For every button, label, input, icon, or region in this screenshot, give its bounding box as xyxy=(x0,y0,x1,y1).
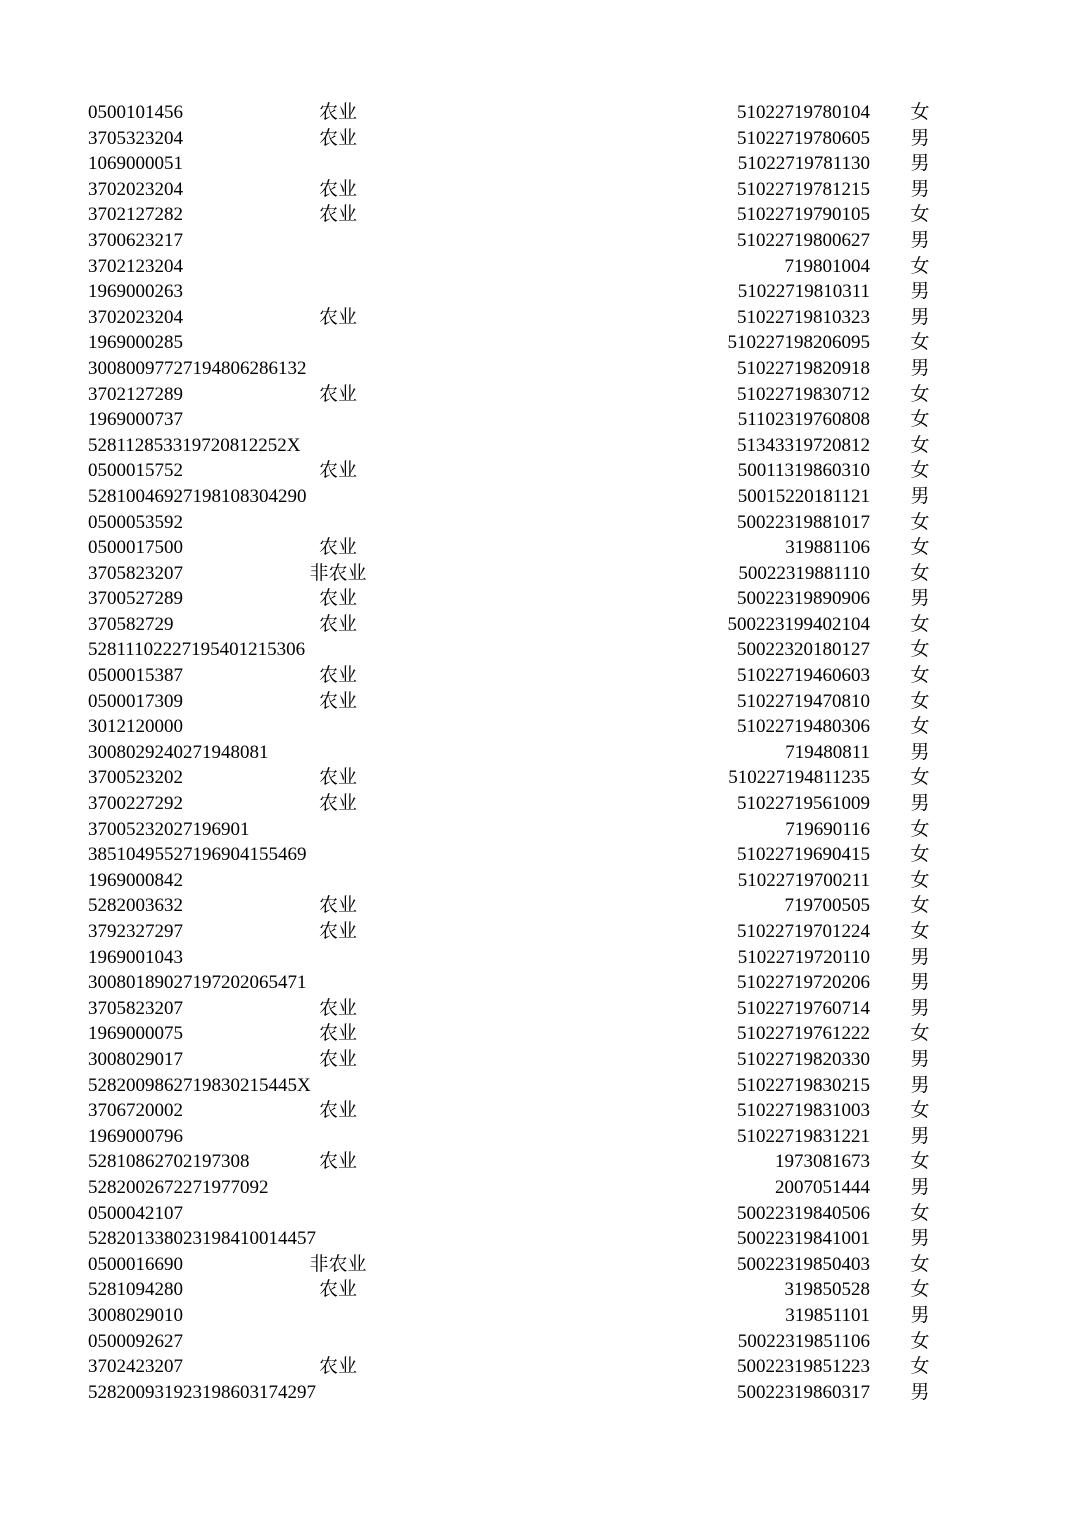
id2-cell[interactable]: 51022719790105 xyxy=(737,204,870,226)
id-cell[interactable]: 5281094280 xyxy=(88,1279,183,1301)
type-cell[interactable]: 农业 xyxy=(318,1151,357,1173)
gender-cell[interactable]: 女 xyxy=(910,1202,930,1224)
type-cell[interactable]: 农业 xyxy=(318,690,357,712)
table-row xyxy=(0,177,1075,203)
table-row xyxy=(0,893,1075,919)
type-cell[interactable]: 农业 xyxy=(318,178,357,200)
table-row xyxy=(0,100,1075,126)
gender-cell[interactable]: 男 xyxy=(910,1074,930,1096)
gender-cell[interactable]: 女 xyxy=(910,332,930,354)
table-row xyxy=(0,279,1075,305)
id-cell[interactable]: 0500042107 xyxy=(88,1202,183,1224)
table-row xyxy=(0,1226,1075,1252)
table-row xyxy=(0,996,1075,1022)
gender-cell[interactable]: 女 xyxy=(910,409,930,431)
id-cell[interactable]: 3705823207 xyxy=(88,997,183,1019)
id2-cell[interactable]: 51022719830215 xyxy=(737,1074,870,1096)
gender-cell[interactable]: 男 xyxy=(910,741,930,763)
gender-cell[interactable]: 男 xyxy=(910,281,930,303)
id-cell[interactable]: 3706720002 xyxy=(88,1100,183,1122)
gender-cell[interactable]: 男 xyxy=(910,997,930,1019)
table-row xyxy=(0,356,1075,382)
id-cell[interactable]: 3702023204 xyxy=(88,178,183,200)
gender-cell[interactable]: 女 xyxy=(910,665,930,687)
id2-cell[interactable]: 51022719820918 xyxy=(737,357,870,379)
gender-cell[interactable]: 女 xyxy=(910,639,930,661)
table-row xyxy=(0,330,1075,356)
id2-cell[interactable]: 319851101 xyxy=(785,1304,870,1326)
gender-cell[interactable]: 女 xyxy=(910,204,930,226)
id-cell[interactable]: 38510495527196904155469 xyxy=(88,844,307,866)
table-row xyxy=(0,1098,1075,1124)
id2-cell[interactable]: 51022719810323 xyxy=(737,306,870,328)
gender-cell[interactable]: 男 xyxy=(910,972,930,994)
id2-cell[interactable]: 51022719820330 xyxy=(737,1048,870,1070)
table-row xyxy=(0,561,1075,587)
id-cell[interactable]: 1069000051 xyxy=(88,153,183,175)
table-row xyxy=(0,945,1075,971)
id2-cell[interactable]: 51022719460603 xyxy=(737,665,870,687)
type-cell[interactable]: 农业 xyxy=(318,460,357,482)
table-row xyxy=(0,868,1075,894)
table-row xyxy=(0,1201,1075,1227)
table-row xyxy=(0,382,1075,408)
table-row xyxy=(0,817,1075,843)
table-row xyxy=(0,126,1075,152)
id2-cell[interactable]: 51102319760808 xyxy=(737,409,870,431)
id2-cell[interactable]: 51022719830712 xyxy=(737,383,870,405)
id-cell[interactable]: 3702127289 xyxy=(88,383,183,405)
table-row xyxy=(0,305,1075,331)
id-cell[interactable]: 5282003632 xyxy=(88,895,183,917)
id-cell[interactable]: 3705823207 xyxy=(88,562,183,584)
id2-cell[interactable]: 50022319860317 xyxy=(737,1381,870,1403)
id-cell[interactable]: 0500017309 xyxy=(88,690,183,712)
gender-cell[interactable]: 男 xyxy=(910,1228,930,1250)
type-cell[interactable]: 农业 xyxy=(318,613,357,635)
table-row xyxy=(0,612,1075,638)
id-cell[interactable]: 1969000737 xyxy=(88,409,183,431)
id2-cell[interactable]: 51022719480306 xyxy=(737,716,870,738)
gender-cell[interactable]: 男 xyxy=(910,178,930,200)
id2-cell[interactable]: 50022319841001 xyxy=(737,1228,870,1250)
gender-cell[interactable]: 女 xyxy=(910,383,930,405)
id-cell[interactable]: 1969000842 xyxy=(88,869,183,891)
id-cell[interactable]: 1969000285 xyxy=(88,332,183,354)
id-cell[interactable]: 30080189027197202065471 xyxy=(88,972,307,994)
type-cell[interactable]: 农业 xyxy=(318,665,357,687)
id-cell[interactable]: 3792327297 xyxy=(88,921,183,942)
gender-cell[interactable]: 女 xyxy=(910,1330,930,1352)
table-row xyxy=(0,740,1075,766)
table-row xyxy=(0,1303,1075,1329)
id2-cell[interactable]: 50022319850403 xyxy=(737,1253,870,1275)
table-row xyxy=(0,689,1075,715)
table-row xyxy=(0,1073,1075,1099)
id2-cell[interactable]: 50011319860310 xyxy=(737,460,870,482)
id-cell[interactable]: 3700623217 xyxy=(88,229,183,251)
gender-cell[interactable]: 女 xyxy=(910,716,930,738)
id-cell[interactable]: 3702023204 xyxy=(88,306,183,328)
id2-cell[interactable]: 51022719800627 xyxy=(737,229,870,251)
gender-cell[interactable]: 男 xyxy=(910,127,930,149)
type-cell[interactable]: 农业 xyxy=(318,102,357,123)
gender-cell[interactable]: 男 xyxy=(910,1381,930,1403)
gender-cell[interactable]: 女 xyxy=(910,818,930,840)
type-cell[interactable]: 农业 xyxy=(318,1100,357,1122)
gender-cell[interactable]: 女 xyxy=(910,255,930,277)
id-cell[interactable]: 3700527289 xyxy=(88,588,183,610)
table-row xyxy=(0,433,1075,459)
id2-cell[interactable]: 319881106 xyxy=(785,537,870,559)
id-cell[interactable]: 370582729 xyxy=(88,613,174,635)
id-cell[interactable]: 3702423207 xyxy=(88,1356,183,1378)
table-row xyxy=(0,228,1075,254)
id2-cell[interactable]: 51022719780605 xyxy=(737,127,870,149)
table-row xyxy=(0,791,1075,817)
id-cell[interactable]: 0500101456 xyxy=(88,102,183,123)
gender-cell[interactable]: 女 xyxy=(910,895,930,917)
id2-cell[interactable]: 51022719760714 xyxy=(737,997,870,1019)
id-cell[interactable]: 3702127282 xyxy=(88,204,183,226)
id2-cell[interactable]: 51343319720812 xyxy=(737,434,870,456)
type-cell[interactable]: 非农业 xyxy=(309,562,367,584)
table-row xyxy=(0,586,1075,612)
id-cell[interactable]: 52810862702197308 xyxy=(88,1151,250,1173)
id2-cell[interactable]: 51022719720206 xyxy=(737,972,870,994)
id2-cell[interactable]: 719700505 xyxy=(784,895,870,917)
table-row xyxy=(0,484,1075,510)
type-cell[interactable]: 农业 xyxy=(318,1023,357,1045)
id-cell[interactable]: 0500053592 xyxy=(88,511,183,533)
type-cell[interactable]: 农业 xyxy=(318,1048,357,1070)
table-row xyxy=(0,714,1075,740)
id-cell[interactable]: 1969000796 xyxy=(88,1125,183,1147)
table-row xyxy=(0,919,1075,945)
table-row xyxy=(0,1354,1075,1380)
gender-cell[interactable]: 女 xyxy=(910,1253,930,1275)
id-cell[interactable]: 3705323204 xyxy=(88,127,183,149)
table-row xyxy=(0,151,1075,177)
table-row xyxy=(0,970,1075,996)
id-cell[interactable]: 0500015752 xyxy=(88,460,183,482)
gender-cell[interactable]: 女 xyxy=(910,844,930,866)
gender-cell[interactable]: 女 xyxy=(910,690,930,712)
type-cell[interactable]: 农业 xyxy=(318,793,357,815)
type-cell[interactable]: 农业 xyxy=(318,767,357,789)
id2-cell[interactable]: 51022719561009 xyxy=(737,793,870,815)
table-row xyxy=(0,1175,1075,1201)
id-cell[interactable]: 1969000075 xyxy=(88,1023,183,1045)
table-row xyxy=(0,1329,1075,1355)
id-cell[interactable]: 5282009862719830215445X xyxy=(88,1074,311,1096)
id2-cell[interactable]: 2007051444 xyxy=(775,1176,870,1198)
id-cell[interactable]: 3702123204 xyxy=(88,255,183,277)
gender-cell[interactable]: 女 xyxy=(910,102,930,123)
type-cell[interactable]: 农业 xyxy=(318,383,357,405)
id-cell[interactable]: 0500015387 xyxy=(88,665,183,687)
id-cell[interactable]: 0500092627 xyxy=(88,1330,183,1352)
gender-cell[interactable]: 男 xyxy=(910,946,930,968)
id-cell[interactable]: 528112853319720812252X xyxy=(88,434,301,456)
gender-cell[interactable]: 女 xyxy=(910,1023,930,1045)
id2-cell[interactable]: 319850528 xyxy=(784,1279,870,1301)
id-cell[interactable]: 1969000263 xyxy=(88,281,183,303)
table-row xyxy=(0,1021,1075,1047)
id2-cell[interactable]: 50022320180127 xyxy=(737,639,870,661)
table-row xyxy=(0,1124,1075,1150)
id-cell[interactable]: 0500017500 xyxy=(88,537,183,559)
id2-cell[interactable]: 510227198206095 xyxy=(727,332,870,354)
spreadsheet-page xyxy=(0,100,1075,1405)
gender-cell[interactable]: 男 xyxy=(910,1048,930,1070)
gender-cell[interactable]: 女 xyxy=(910,1356,930,1378)
gender-cell[interactable]: 女 xyxy=(910,434,930,456)
id2-cell[interactable]: 510227194811235 xyxy=(728,767,870,789)
table-row xyxy=(0,1252,1075,1278)
gender-cell[interactable]: 男 xyxy=(910,153,930,175)
gender-cell[interactable]: 女 xyxy=(910,921,930,942)
id2-cell[interactable]: 1973081673 xyxy=(775,1151,870,1173)
type-cell[interactable]: 农业 xyxy=(318,537,357,559)
id2-cell[interactable]: 51022719701224 xyxy=(737,921,870,942)
id-cell[interactable]: 3008029240271948081 xyxy=(88,741,269,763)
id2-cell[interactable]: 50022319851223 xyxy=(737,1356,870,1378)
id-cell[interactable]: 1969001043 xyxy=(88,946,183,968)
type-cell[interactable]: 农业 xyxy=(318,895,357,917)
id2-cell[interactable]: 719690116 xyxy=(785,818,870,840)
id2-cell[interactable]: 51022719831221 xyxy=(737,1125,870,1147)
table-row xyxy=(0,637,1075,663)
type-cell[interactable]: 农业 xyxy=(318,1356,357,1378)
gender-cell[interactable]: 女 xyxy=(910,511,930,533)
table-row xyxy=(0,1047,1075,1073)
id2-cell[interactable]: 719801004 xyxy=(784,255,870,277)
id2-cell[interactable]: 51022719761222 xyxy=(737,1023,870,1045)
id2-cell[interactable]: 51022719700211 xyxy=(737,869,870,891)
table-row xyxy=(0,510,1075,536)
table-row xyxy=(0,1380,1075,1406)
id2-cell[interactable]: 719480811 xyxy=(785,741,870,763)
type-cell[interactable]: 农业 xyxy=(318,204,357,226)
id2-cell[interactable]: 50015220181121 xyxy=(737,485,870,507)
id2-cell[interactable]: 51022719470810 xyxy=(737,690,870,712)
id-cell[interactable]: 52811102227195401215306 xyxy=(88,639,306,661)
id2-cell[interactable]: 51022719831003 xyxy=(737,1100,870,1122)
id2-cell[interactable]: 51022719810311 xyxy=(737,281,870,303)
table-row xyxy=(0,842,1075,868)
id2-cell[interactable]: 500223199402104 xyxy=(727,613,870,635)
table-row xyxy=(0,535,1075,561)
type-cell[interactable]: 农业 xyxy=(318,588,357,610)
gender-cell[interactable]: 女 xyxy=(910,869,930,891)
type-cell[interactable]: 农业 xyxy=(318,1279,357,1301)
gender-cell[interactable]: 女 xyxy=(910,537,930,559)
id-cell[interactable]: 5282002672271977092 xyxy=(88,1176,269,1198)
table-row xyxy=(0,765,1075,791)
table-row xyxy=(0,202,1075,228)
gender-cell[interactable]: 女 xyxy=(910,1151,930,1173)
table-row xyxy=(0,458,1075,484)
id-cell[interactable]: 37005232027196901 xyxy=(88,818,250,840)
gender-cell[interactable]: 女 xyxy=(910,460,930,482)
gender-cell[interactable]: 男 xyxy=(910,1304,930,1326)
id-cell[interactable]: 528201338023198410014457 xyxy=(88,1228,316,1250)
gender-cell[interactable]: 女 xyxy=(910,1279,930,1301)
gender-cell[interactable]: 男 xyxy=(910,306,930,328)
id2-cell[interactable]: 50022319881110 xyxy=(738,562,870,584)
id-cell[interactable]: 52810046927198108304290 xyxy=(88,485,307,507)
id2-cell[interactable]: 51022719781130 xyxy=(737,153,870,175)
id2-cell[interactable]: 51022719720110 xyxy=(737,946,870,968)
gender-cell[interactable]: 女 xyxy=(910,767,930,789)
type-cell[interactable]: 农业 xyxy=(318,306,357,328)
id2-cell[interactable]: 51022719781215 xyxy=(737,178,870,200)
id2-cell[interactable]: 50022319890906 xyxy=(737,588,870,610)
type-cell[interactable]: 非农业 xyxy=(309,1253,367,1275)
type-cell[interactable]: 农业 xyxy=(318,127,357,149)
gender-cell[interactable]: 男 xyxy=(910,793,930,815)
gender-cell[interactable]: 男 xyxy=(910,485,930,507)
id2-cell[interactable]: 50022319840506 xyxy=(737,1202,870,1224)
id-cell[interactable]: 528200931923198603174297 xyxy=(88,1381,316,1403)
table-row xyxy=(0,407,1075,433)
gender-cell[interactable]: 男 xyxy=(910,229,930,251)
table-row xyxy=(0,663,1075,689)
id2-cell[interactable]: 51022719780104 xyxy=(737,102,870,123)
id2-cell[interactable]: 50022319881017 xyxy=(737,511,870,533)
gender-cell[interactable]: 男 xyxy=(910,357,930,379)
id-cell[interactable]: 3008029010 xyxy=(88,1304,183,1326)
type-cell[interactable]: 农业 xyxy=(318,997,357,1019)
id-cell[interactable]: 30080097727194806286132 xyxy=(88,357,307,379)
id-cell[interactable]: 3700227292 xyxy=(88,793,183,815)
type-cell[interactable]: 农业 xyxy=(318,921,357,942)
table-row xyxy=(0,1149,1075,1175)
id2-cell[interactable]: 50022319851106 xyxy=(737,1330,870,1352)
id-cell[interactable]: 0500016690 xyxy=(88,1253,183,1275)
gender-cell[interactable]: 男 xyxy=(910,1176,930,1198)
gender-cell[interactable]: 女 xyxy=(910,613,930,635)
id-cell[interactable]: 3008029017 xyxy=(88,1048,183,1070)
gender-cell[interactable]: 女 xyxy=(910,562,930,584)
id2-cell[interactable]: 51022719690415 xyxy=(737,844,870,866)
table-row xyxy=(0,254,1075,280)
gender-cell[interactable]: 男 xyxy=(910,1125,930,1147)
gender-cell[interactable]: 男 xyxy=(910,588,930,610)
id-cell[interactable]: 3012120000 xyxy=(88,716,183,738)
id-cell[interactable]: 3700523202 xyxy=(88,767,183,789)
table-row xyxy=(0,1277,1075,1303)
gender-cell[interactable]: 女 xyxy=(910,1100,930,1122)
